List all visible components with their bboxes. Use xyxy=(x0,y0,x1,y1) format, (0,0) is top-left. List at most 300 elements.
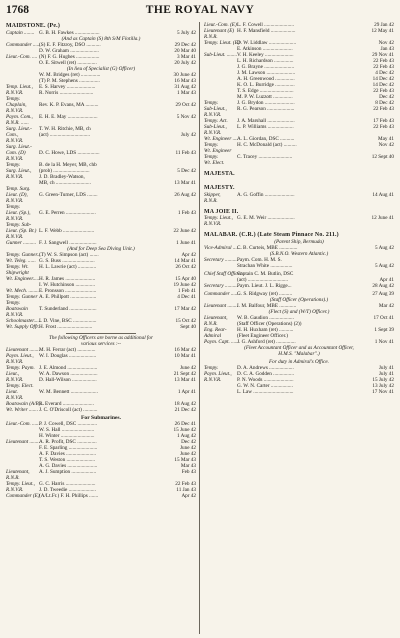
seniority-date: 29 Dec 42 xyxy=(174,41,196,48)
officer-name: L. F. Cowell ....................... xyxy=(237,22,294,28)
officer-rank: Lieutenant (E) xyxy=(204,28,235,34)
seniority-date: 21 Dec 42 xyxy=(174,406,196,413)
officer-rank: Tempy. Lieut., xyxy=(204,215,233,222)
officer-row xyxy=(6,30,196,36)
officer-name: B. de la H. Meyer, MB, chb xyxy=(39,161,97,168)
officer-rank: R.N.V.R. xyxy=(204,377,222,384)
officer-rank: Lieut. xyxy=(6,388,18,395)
officer-rank: Commander (E) xyxy=(6,492,40,499)
seniority-date: 14 Mar 41 xyxy=(174,257,196,264)
officer-rank: Tempy. xyxy=(204,365,219,372)
seniority-date: July 41 xyxy=(378,371,394,378)
officer-rank: Lieut. (D), xyxy=(6,191,28,198)
seniority-date: 15 July 42 xyxy=(372,377,394,384)
officer-rank: Tempy. xyxy=(6,161,21,168)
page-header xyxy=(6,4,394,19)
section-note: various services :-- xyxy=(80,340,122,347)
officer-name: P. N. Woods ....................... xyxy=(237,377,294,384)
officer-name: R. Norris .......................... xyxy=(39,89,94,96)
officer-name: D. W. Graham ...................... xyxy=(39,47,99,54)
section-note: (Staff Officer (Operations).) xyxy=(269,297,329,304)
officer-rank: R.N.R. xyxy=(204,321,218,328)
officer-name: Strachan White ................. xyxy=(237,263,293,270)
officer-name: R. Everard ........................ xyxy=(39,400,94,407)
officer-name: W. M. Bennett ..................... xyxy=(39,388,98,395)
officer-name: W. M. Bridges (ret) ............... xyxy=(39,71,101,78)
officer-name: E. Pronsson ........................ xyxy=(39,287,97,294)
officer-rank: R.N.V.R. xyxy=(204,130,222,136)
officer-name: A. R. Profit, DSC ............... xyxy=(39,438,97,445)
officer-rank: Boatswain (A/B)... xyxy=(6,400,45,407)
section-note: (Parent Ship, Bermuda) xyxy=(274,239,324,246)
officer-rank: R.N.R. xyxy=(6,474,20,481)
seniority-date: Feb 43 xyxy=(181,468,196,475)
officer-name: J. G. Ashford (ret) ............... xyxy=(237,339,296,346)
officer-name: P. J. Cowell, DSC ............... xyxy=(39,420,97,427)
section-note: (And for Deep Sea Diving Unit.) xyxy=(67,245,135,252)
officer-rank: Wt. Engineer...... xyxy=(6,275,41,282)
seniority-date: Jan 43 xyxy=(380,46,394,52)
seniority-date: 15 Apr 40 xyxy=(175,275,196,282)
officer-name: D. A. Andrews ................... xyxy=(237,365,294,372)
officer-name: MB, ch ........................... xyxy=(39,179,91,186)
officer-name: A. H. Greenwood ............... xyxy=(237,76,295,82)
officer-name: V. H. Keeley ...................... xyxy=(237,52,294,58)
seniority-date: 15 June 42 xyxy=(173,426,196,433)
officer-name: A. J. Sumption ................... xyxy=(39,468,97,475)
officer-rank: Captain ........ xyxy=(6,29,35,36)
officer-name: J. M. Lawson ...................... xyxy=(237,70,296,76)
officer-rank: Tempy. Lieut. (E) xyxy=(204,40,240,46)
officer-rank: Secretary .......... xyxy=(204,283,238,290)
seniority-date: 8 Dec 42 xyxy=(375,100,394,106)
officer-name: D. Hall-Wilson ................... xyxy=(39,376,97,383)
officer-rank: Surg. Lieut., xyxy=(6,167,32,174)
officer-rank: R.N.R. xyxy=(204,197,218,204)
officer-rank: Surg. Lieut.- xyxy=(6,125,32,132)
officer-name: G. W. N. Carter ................. xyxy=(237,383,293,390)
officer-rank: Chaplain, xyxy=(6,101,27,108)
officer-name: D. C. Howe, LDS ................. xyxy=(39,149,100,156)
seniority-date: 4 Dec 41 xyxy=(177,293,196,300)
ship-heading: MAIDSTONE. (Pe.) xyxy=(6,23,60,29)
officer-name: Rev. K. P. Evans, MA .......... xyxy=(39,101,99,108)
seniority-date: July 42 xyxy=(180,131,196,138)
officer-rank: Lieut. (Sp. Br.) xyxy=(6,227,37,234)
officer-name: G. Green-Turner, LDS ........ xyxy=(39,191,98,198)
seniority-date: Nov 42 xyxy=(378,40,394,46)
seniority-date: 29 Nov 41 xyxy=(372,52,394,58)
officer-rank: Com. (D) xyxy=(6,149,26,156)
officer-rank: Temp. Surg. xyxy=(6,185,31,192)
ship-heading: MAJESTA. xyxy=(204,171,235,177)
officer-rank: Commander ...... xyxy=(6,41,41,48)
officer-rank: Wt. Engineer .... xyxy=(204,136,238,142)
officer-name: T. W. H. Ritchie, MB, ch xyxy=(39,125,91,132)
seniority-date: Apr 42 xyxy=(181,251,196,258)
seniority-date: Nov 42 xyxy=(378,142,394,148)
seniority-date: 1 Feb 41 xyxy=(177,287,196,294)
officer-rank: Gunner .......... xyxy=(6,239,37,246)
seniority-date: 22 Feb 43 xyxy=(373,88,394,94)
officer-row xyxy=(204,389,394,395)
officer-rank: Shipwright xyxy=(6,269,29,276)
officer-name: E. H. E. May ....................... xyxy=(39,113,98,120)
seniority-date: 4 Dec 42 xyxy=(375,70,394,76)
seniority-date: Mar 43 xyxy=(180,462,196,469)
officer-name: (prob) ............................ xyxy=(39,167,90,174)
officer-row xyxy=(6,324,196,330)
officer-rank: Tempy. Wt. xyxy=(6,263,29,270)
officer-name: L. P. Williams .................... xyxy=(237,124,294,130)
officer-rank: Wt. Supply Offr. xyxy=(6,323,40,330)
officer-rank: R.N.V.R. xyxy=(6,197,24,204)
seniority-date: 22 Feb 43 xyxy=(175,480,196,487)
officer-rank: Com., xyxy=(6,131,19,138)
officer-name: M. H. Ferrar (act) .............. xyxy=(39,346,96,353)
officer-name: Captain C. M. Butlin, DSC xyxy=(237,271,294,278)
seniority-date: 22 Feb 43 xyxy=(373,58,394,64)
section-divider xyxy=(66,333,136,334)
officer-rank: R.N.R. ...... xyxy=(6,119,29,126)
officer-rank: Tempy. Sub- xyxy=(6,221,32,228)
officer-rank: Secretary .......... xyxy=(204,257,238,264)
section-note: The following Officers are borne as additional for xyxy=(49,334,153,341)
seniority-date: May 41 xyxy=(378,136,394,142)
seniority-date: Dec 42 xyxy=(181,438,196,445)
spacer xyxy=(204,178,394,180)
officer-rank: R.N.V.R. xyxy=(204,221,222,228)
officer-rank: Lieut.-Com. (E) xyxy=(204,22,237,28)
officer-name: G. E. M. Weir ..................... xyxy=(237,215,295,222)
seniority-date: 13 Mar 41 xyxy=(174,376,196,383)
seniority-date: 17 Oct 41 xyxy=(373,315,394,322)
officer-name: J. G. Brayne ....................... xyxy=(237,64,295,70)
seniority-date: 17 Nov 41 xyxy=(372,389,394,396)
officer-rank: Paym. Lieut., xyxy=(6,352,34,359)
seniority-date: 5 Aug 42 xyxy=(374,263,394,270)
officer-rank: Admiral xyxy=(204,333,222,340)
left-column xyxy=(6,22,200,634)
officer-rank: Wt. Elect. xyxy=(204,160,225,166)
officer-rank: Skipper, xyxy=(204,191,221,198)
seniority-date: 1 Aug 42 xyxy=(176,432,196,439)
seniority-date: 5 Dec 42 xyxy=(177,167,196,174)
officer-rank: Lieutenant ........ xyxy=(204,303,238,310)
seniority-date: 26 Aug 42 xyxy=(174,191,196,198)
officer-rank: Lieutenant ........ xyxy=(6,346,40,353)
seniority-date: 5 July 42 xyxy=(176,29,196,36)
officer-name: (T) P. M. Stephens ................ xyxy=(39,77,100,84)
officer-rank: Sub-Lieut., xyxy=(204,124,227,130)
officer-name: K. O. L. Burridge ............... xyxy=(237,82,295,88)
seniority-date: June 42 xyxy=(180,444,196,451)
seniority-date: 22 Feb 43 xyxy=(373,64,394,70)
officer-rank: Tempy. xyxy=(6,95,21,102)
officer-rank: Sub-Lieut. ........ xyxy=(204,52,238,58)
seniority-date: 27 Aug 39 xyxy=(372,291,394,298)
seniority-date: 12 Sept 40 xyxy=(371,154,394,160)
right-column xyxy=(200,22,394,634)
officer-name: A. G. Goffin ....................... xyxy=(237,191,295,198)
officer-name: (act) ............................... xyxy=(39,131,91,138)
section-note: (S.B.N.O. Western Atlantic.) xyxy=(269,251,329,258)
seniority-date: 22 June 42 xyxy=(173,227,196,234)
seniority-date: July 41 xyxy=(378,365,394,372)
officer-rank: R.N.V.R. xyxy=(6,311,24,318)
officer-name: (Staff Officer (Operations) (2)) xyxy=(237,321,302,328)
seniority-date: Mar 42 xyxy=(378,303,394,310)
officer-rank: R.N.V.R. xyxy=(6,155,24,162)
officer-rank: Tempy. xyxy=(204,154,219,160)
seniority-date: 16 Mar 42 xyxy=(174,346,196,353)
officer-name: (act) ............................... xyxy=(237,277,289,284)
officer-rank: Temp. Lieut., xyxy=(6,83,33,90)
officer-rank: R.N.V.R. xyxy=(6,376,24,383)
officer-name: D. C. A. Godden ................ xyxy=(237,371,294,378)
officer-row xyxy=(204,198,394,204)
officer-name: Paym. Lieut. J. L. Rigge... xyxy=(237,283,292,290)
officer-name: W. S. Hall ......................... xyxy=(39,426,95,433)
officer-row xyxy=(204,221,394,227)
section-note: H.M.S. "Malabar".) xyxy=(278,351,320,358)
officer-rank: Lieut., xyxy=(6,370,20,377)
officer-name: H. F. Mansfield ................... xyxy=(237,28,296,34)
officer-name: D. W. Liddlaw ..................... xyxy=(237,40,297,46)
seniority-date: 1 Feb 43 xyxy=(177,209,196,216)
columns xyxy=(6,22,394,634)
officer-name: W. B. Gaudion ................... xyxy=(237,315,294,322)
seniority-date: 17 Mar 42 xyxy=(174,305,196,312)
officer-rank: Tempy. Gunner xyxy=(6,293,38,300)
officer-name: H. Frost ........................... xyxy=(39,323,93,330)
officer-name: G. C. Harris ....................... xyxy=(39,480,96,487)
ship-heading: MALABAR. (C.R.) (Late Steam Pinnace No. 211.) xyxy=(204,232,339,239)
officer-rank: Lieut. (Sp.), xyxy=(6,209,31,216)
seniority-date: 18 Aug 42 xyxy=(174,400,196,407)
officer-rank: Paym. Lieut., xyxy=(204,371,232,378)
seniority-date: June 42 xyxy=(180,450,196,457)
officer-name: H. H. Huxham (ret) ........... xyxy=(237,327,294,334)
seniority-date: 14 Aug 41 xyxy=(372,191,394,198)
officer-rank: Paym. Com., xyxy=(6,113,33,120)
seniority-date: 15 Mar 43 xyxy=(174,456,196,463)
officer-name: Paym. Com. H. M. S. xyxy=(237,257,282,264)
seniority-date: 1 Sept 39 xyxy=(374,327,394,334)
officer-name: J. D. Tweedie ..................... xyxy=(39,486,96,493)
officer-name: G. S. Buss ......................... xyxy=(39,257,95,264)
officer-name: T. Sunderland ..................... xyxy=(39,305,97,312)
officer-name: A. F. Davies ....................... xyxy=(39,450,96,457)
seniority-date: 14 Dec 42 xyxy=(372,76,394,82)
seniority-date: 29 Jan 42 xyxy=(374,22,394,28)
officer-name: (T) W. S. Simpson (act) ....... xyxy=(39,251,99,258)
officer-rank: R.N.V.R. xyxy=(6,89,24,96)
officer-rank: Surg. Lieut.- xyxy=(6,143,32,150)
running-title: THE ROYAL NAVY xyxy=(145,4,255,16)
seniority-date: 26 Oct 42 xyxy=(175,263,196,270)
officer-rank: Lieut.-Com. .... xyxy=(6,53,38,60)
officer-row xyxy=(6,240,196,246)
officer-name: I. M. Balfour, MBE ............. xyxy=(237,303,297,310)
seniority-date: 15 Oct 42 xyxy=(175,317,196,324)
seniority-date: Apr 42 xyxy=(181,492,196,499)
officer-row xyxy=(6,493,196,499)
seniority-date: Dec 42 xyxy=(379,94,394,100)
officer-name: W. A. Dawson ..................... xyxy=(39,370,98,377)
officer-name: C. B. Curteis, MBE .............. xyxy=(237,245,298,252)
officer-rank: Tempy. xyxy=(6,299,21,306)
officer-name: E. Atkinson ....................... xyxy=(237,46,293,52)
seniority-date: 1 Mar 43 xyxy=(176,89,196,96)
ship-heading: MA JOIE II. xyxy=(204,208,239,215)
officer-rank: Vice-Admiral ...... xyxy=(204,245,241,252)
seniority-date: 1 June 41 xyxy=(176,239,196,246)
officer-rank: Chief Staff Officer xyxy=(204,271,243,278)
officer-rank: R.N.V.R. xyxy=(204,112,222,118)
officer-name: G. B. H. Fawkes ................... xyxy=(39,29,100,36)
section-note: For duty in Admiral's Office. xyxy=(269,359,329,366)
officer-rank: Lieutenant ........ xyxy=(6,438,40,445)
seniority-date: June 42 xyxy=(180,364,196,371)
seniority-date: 11 Jan 43 xyxy=(176,486,196,493)
officer-rank: R.N.V.R. xyxy=(6,173,24,180)
seniority-date: 10 Mar 41 xyxy=(174,352,196,359)
seniority-date: 22 Feb 43 xyxy=(373,124,394,130)
officer-name: J. D. Bradley-Watson, xyxy=(39,173,85,180)
section-note: (In lieu of Specialist (G) Officer) xyxy=(66,65,136,72)
seniority-date: 13 July 42 xyxy=(372,383,394,390)
seniority-date: 21 Sept 42 xyxy=(173,370,196,377)
seniority-date: 13 Mar 41 xyxy=(174,179,196,186)
seniority-date: Apr 41 xyxy=(379,277,394,284)
officer-rank: Commander ....... xyxy=(204,291,241,298)
officer-name: E. S. Harvey ...................... xyxy=(39,83,96,90)
officer-name: F. J. Sangwell ..................... xyxy=(39,239,97,246)
seniority-date: 17 Feb 43 xyxy=(373,118,394,124)
officer-rank: R.N.V.R. xyxy=(6,394,24,401)
officer-rank: R.N.V.R. xyxy=(6,358,24,365)
officer-row xyxy=(6,407,196,413)
officer-name: H. C. McDonald (act) .......... xyxy=(237,142,297,148)
officer-rank: Tempy. Act. xyxy=(204,118,228,124)
seniority-date: 31 Aug 42 xyxy=(174,83,196,90)
officer-name: J. E. Almond ....................... xyxy=(39,364,98,371)
seniority-date: 20 Mar 40 xyxy=(174,47,196,54)
officer-name: O. E. Sitwell (ret) ............... xyxy=(39,59,97,66)
officer-name: F. E. Sparling ...................... xyxy=(39,444,98,451)
officer-rank: Tempy. xyxy=(204,142,219,148)
officer-name: J. C. O'Driscoll (act) ........... xyxy=(39,406,98,413)
officer-rank: R.N.V.R. xyxy=(6,137,24,144)
officer-rank: Tempy. xyxy=(204,100,219,106)
section-note: (And as Captain (S) 8th S/M Flotilla.) xyxy=(61,35,141,42)
seniority-date: 12 June 41 xyxy=(371,215,394,222)
officer-row xyxy=(204,283,394,289)
officer-rank: Eng. Rear- xyxy=(204,327,227,334)
seniority-date: 1 Nov 41 xyxy=(374,339,394,346)
officer-rank: Lieutenant, xyxy=(204,315,228,322)
officer-rank: R.N.V.R. xyxy=(6,486,24,493)
officer-name: (A/Lt.Fr.) F. H. Phillips ....... xyxy=(39,492,99,499)
officer-name: (N) F. G. Hughes .................. xyxy=(39,53,100,60)
page-number: 1768 xyxy=(6,4,29,16)
seniority-date: 5 Nov 42 xyxy=(176,113,196,120)
officer-name: L. H. Richardson ............... xyxy=(237,58,294,64)
seniority-date: 20 July 42 xyxy=(174,59,196,66)
officer-rank: Schoolmaster...... xyxy=(6,317,42,324)
seniority-date: Sept 40 xyxy=(180,323,196,330)
seniority-date: 3 Mar 41 xyxy=(176,53,196,60)
officer-rank: Tempy. xyxy=(6,203,21,210)
officer-name: C. Tracey .......................... xyxy=(237,154,293,160)
officer-row xyxy=(204,160,394,166)
seniority-date: 22 Feb 43 xyxy=(373,106,394,112)
ship-heading: MAJESTY. xyxy=(204,184,235,191)
officer-rank: Lieutenant, xyxy=(6,468,30,475)
officer-name: A. L. Giordan, DSC ........... xyxy=(237,136,295,142)
seniority-date: 28 Aug 42 xyxy=(372,283,394,290)
officer-name: L. Law ............................... xyxy=(237,389,294,396)
officer-name: G. E. Perren ....................... xyxy=(39,209,96,216)
officer-rank: Sub-Lieut., xyxy=(204,106,227,112)
officer-name: T. S. Edge .......................... xyxy=(237,88,294,94)
officer-rank: Tempy. Lieut., xyxy=(6,480,35,487)
section-note: (Flect (S) and (W/T) Officer.) xyxy=(268,309,330,316)
officer-name: A. E. Phillpott .................... xyxy=(39,293,97,300)
officer-rank: Wt. Mech. ........ xyxy=(6,287,39,294)
officer-rank: Wt. Writer ....... xyxy=(6,406,38,413)
seniority-date: 29 Oct 42 xyxy=(175,101,196,108)
officer-name: H. R. James ....................... xyxy=(39,275,96,282)
section-note: (Fleet Accountant Officer and as Accountant Officer, xyxy=(244,345,354,352)
officer-name: T. S. Weston ...................... xyxy=(39,456,96,463)
seniority-date: 12 May 41 xyxy=(371,28,394,34)
officer-name: J. A. Marshall ..................... xyxy=(237,118,295,124)
officer-rank: Wt. Engineer xyxy=(204,148,232,154)
seniority-date: 19 June 42 xyxy=(173,281,196,288)
officer-rank: R.N.V.R. xyxy=(6,107,24,114)
seniority-date: 1 Apr 41 xyxy=(177,388,196,395)
officer-rank: Wt. Teleg. ...... xyxy=(6,257,36,264)
officer-rank: R.N.V.R. xyxy=(6,233,24,240)
officer-name: G. S. Ridgway (ret) .......... xyxy=(237,291,293,298)
seniority-date: 26 Dec 41 xyxy=(174,420,196,427)
officer-name: W. I. Douglas ..................... xyxy=(39,352,97,359)
officer-name: (S) E. F. Fitzroy, DSO ........... xyxy=(39,41,101,48)
officer-rank: Paym. Capt. ...... xyxy=(204,339,239,346)
officer-rank: Boatswain xyxy=(6,305,28,312)
officer-name: H. L. Lawrie (act) .............. xyxy=(39,263,97,270)
officer-name: J. G. Brydon ....................... xyxy=(237,100,295,106)
officer-name: M. P. W. Luzzott ............... xyxy=(237,94,293,100)
officer-rank: Tempy. Paym. xyxy=(6,364,35,371)
seniority-date: 14 Dec 42 xyxy=(372,82,394,88)
officer-name: R. G. Pearson ..................... xyxy=(237,106,295,112)
officer-rank: R.N.R. xyxy=(204,34,218,40)
seniority-date: 5 Aug 42 xyxy=(374,245,394,252)
officer-rank: Lieut.-Com. ...... xyxy=(6,420,40,427)
officer-rank: R.N.V.R. xyxy=(6,215,24,222)
seniority-date: 16 Mar 43 xyxy=(174,77,196,84)
officer-name: I. W. Hutchinson ............... xyxy=(39,281,95,288)
seniority-date: 30 June 42 xyxy=(173,71,196,78)
officer-name: L. F. Webb ........................ xyxy=(39,227,95,234)
officer-name: I. D. Vine, BSC .................. xyxy=(39,317,97,324)
officer-name: (Fleet Engineer Officer.) xyxy=(237,333,289,340)
officer-rank: Tempy. Elect. xyxy=(6,382,34,389)
seniority-date: 11 Feb 43 xyxy=(175,149,196,156)
